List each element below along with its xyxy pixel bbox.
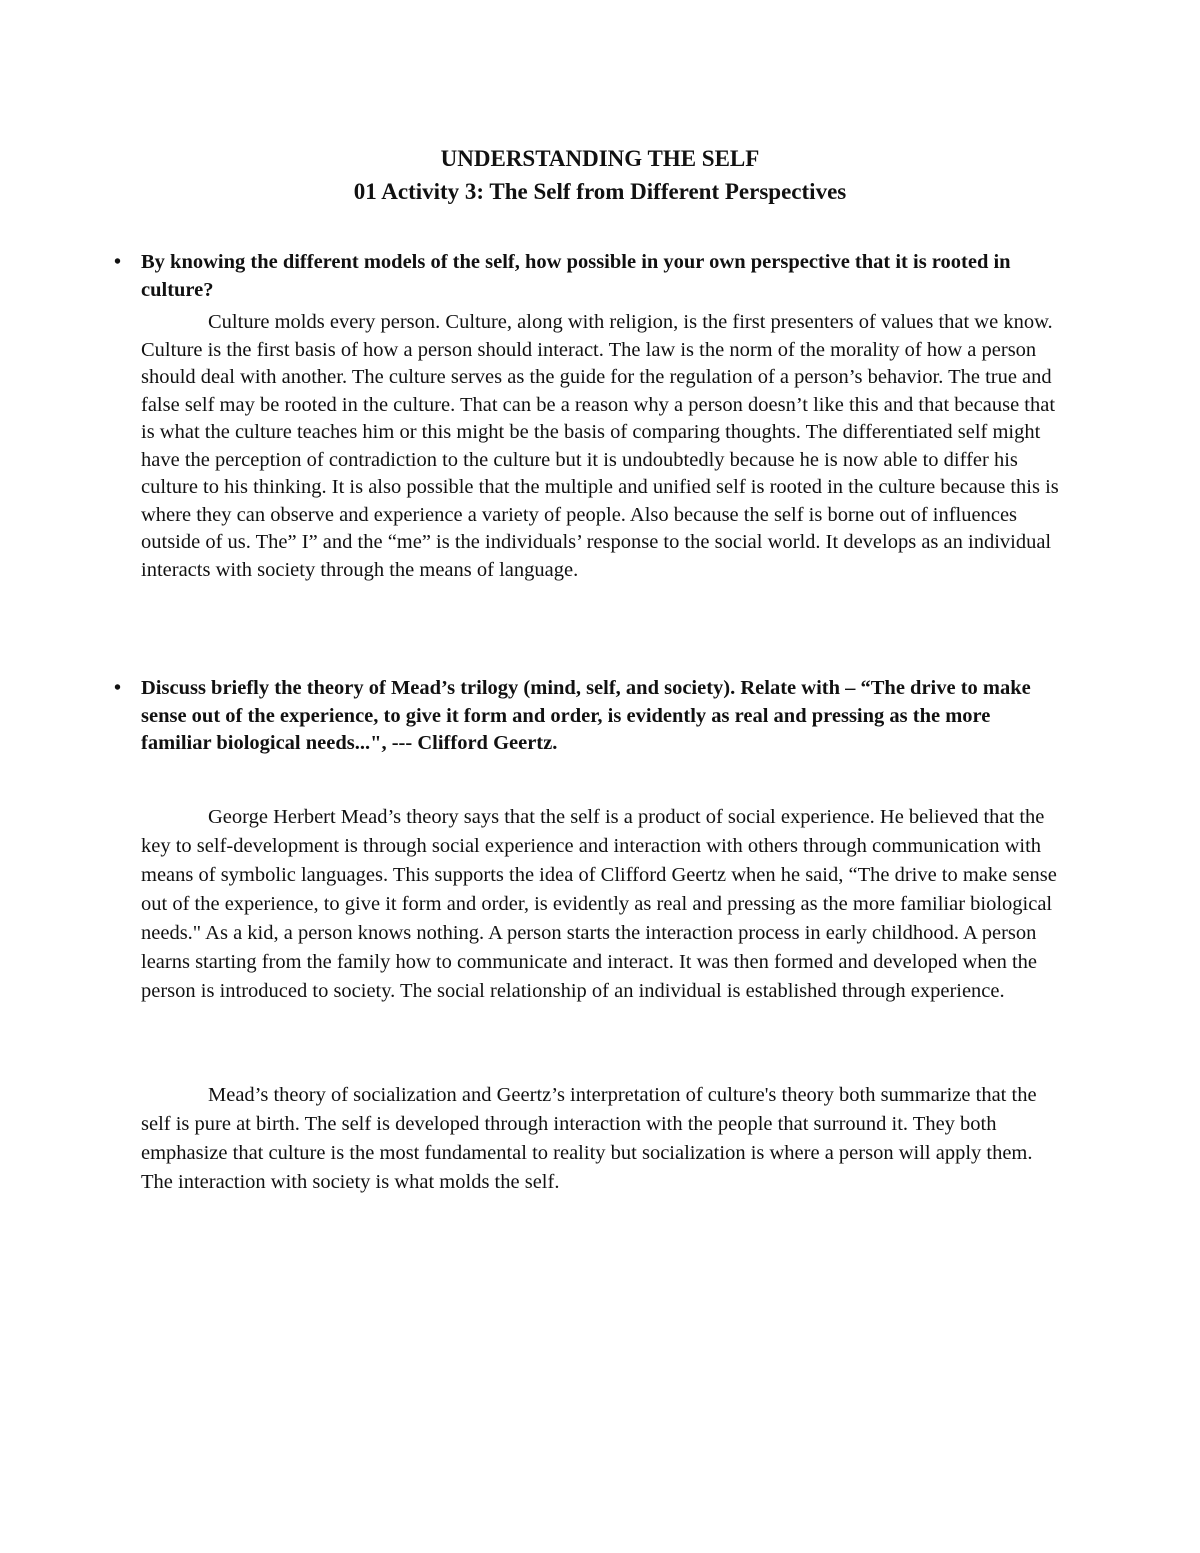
question-2-text: Discuss briefly the theory of Mead’s trilogy (mind, self, and society). Relate with – “The drive to make sense out of the experience, to give it form and order, is evidently as real and pressing as the more familiar biological needs...", --- Clifford Geertz. <box>141 677 1031 754</box>
bullet-icon: • <box>114 251 122 273</box>
question-1-text: By knowing the different models of the self, how possible in your own perspective that it is rooted in culture? <box>141 251 1011 301</box>
document-title: UNDERSTANDING THE SELF <box>440 146 760 171</box>
question-2 <box>114 675 1061 758</box>
answer-paragraph-3: Mead’s theory of socialization and Geertz’s interpretation of culture's theory both summarize that the self is pure at birth. The self is developed through interaction with the people that surround it. They both emphasize that culture is the most fundamental to reality but socialization is where a person will apply them. The interaction with society is what molds the self. <box>141 1084 1037 1193</box>
document-subtitle: 01 Activity 3: The Self from Different Perspectives <box>353 179 847 204</box>
question-1 <box>114 249 1061 304</box>
bullet-icon: • <box>114 677 122 699</box>
answer-paragraph-2: George Herbert Mead’s theory says that the self is a product of social experience. He believed that the key to self-development is through social experience and interaction with others through communication with means of symbolic languages. This supports the idea of Clifford Geertz when he said, “The drive to make sense out of the experience, to give it form and order, is evidently as real and pressing as the more familiar biological needs." As a kid, a person knows nothing. A person starts the interaction process in early childhood. A person learns starting from the family how to communicate and interact. It was then formed and developed when the person is introduced to society. The social relationship of an individual is established through experience. <box>141 806 1057 1002</box>
title-block <box>0 142 1200 208</box>
answer-paragraph-1: Culture molds every person. Culture, along with religion, is the first presenters of values that we know. Culture is the first basis of how a person should interact. The law is the norm of the morality of how a person should deal with another. The culture serves as the guide for the regulation of a person’s behavior. The true and false self may be rooted in the culture. That can be a reason why a person doesn’t like this and that because that is what the culture teaches him or this might be the basis of comparing thoughts. The differentiated self might have the perception of contradiction to the culture but it is undoubtedly because he is now able to differ his culture to his thinking. It is also possible that the multiple and unified self is rooted in the culture because this is where they can observe and experience a variety of people. Also because the self is borne out of influences outside of us. The” I” and the “me” is the individuals’ response to the social world. It develops as an individual interacts with society through the means of language. <box>141 311 1059 581</box>
